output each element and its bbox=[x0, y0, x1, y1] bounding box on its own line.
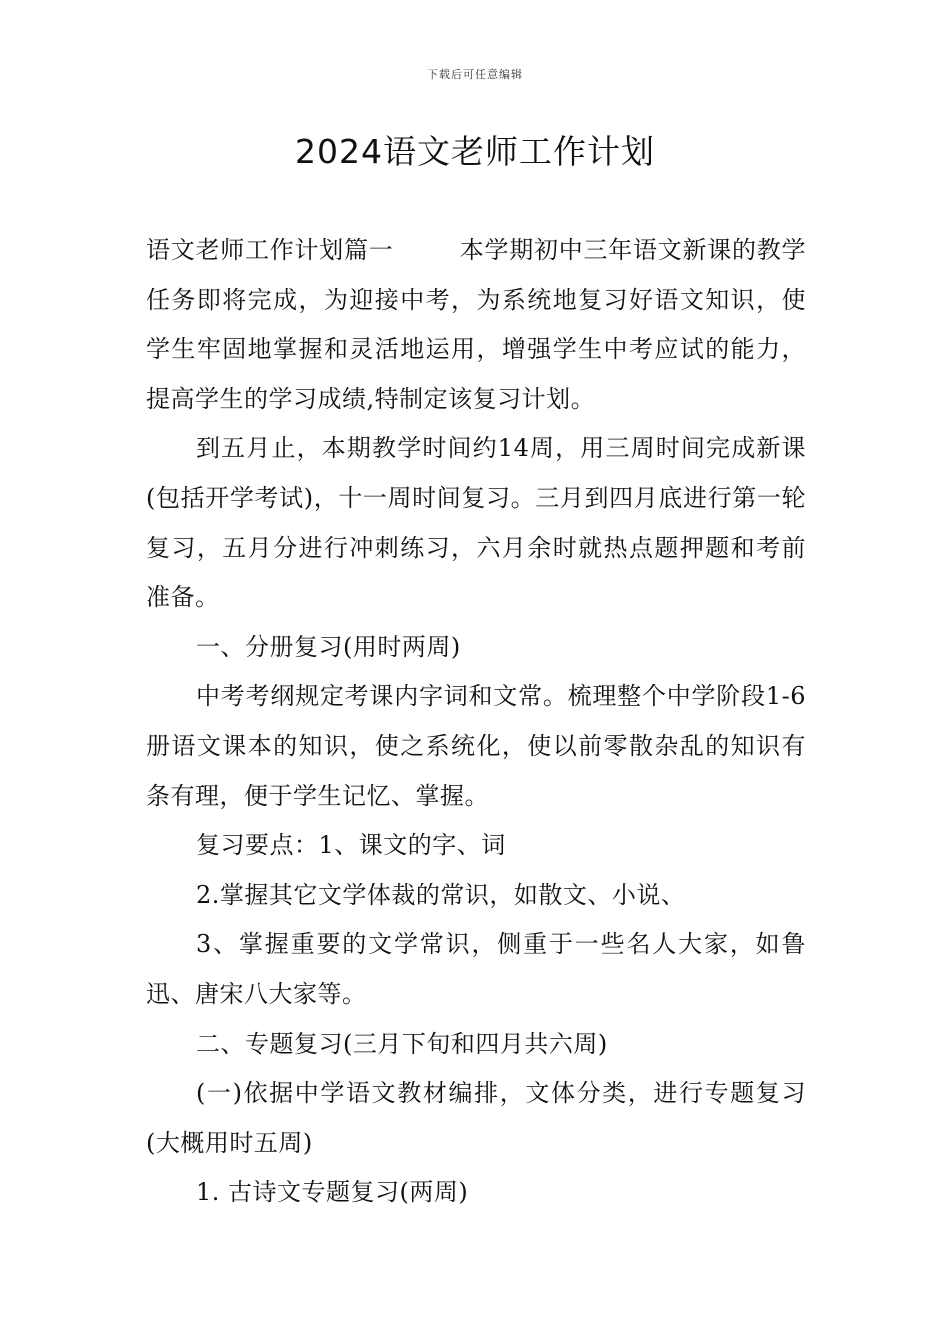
document-body bbox=[146, 226, 806, 1218]
review-point-3: 3、掌握重要的文学常识，侧重于一些名人大家，如鲁迅、唐宋八大家等。 bbox=[146, 930, 806, 1008]
intro-paragraph bbox=[146, 226, 806, 424]
header-note: 下载后可任意编辑 bbox=[427, 68, 523, 81]
review-point-2: 2.掌握其它文学体裁的常识，如散文、小说、 bbox=[196, 880, 686, 909]
review-point-1: 复习要点：1、课文的字、词 bbox=[196, 831, 506, 860]
intro-text: 本学期初中三年语文新课的教学任务即将完成，为迎接中考，为系统地复习好语文知识，使学生牢固地掌握和灵活地运用，增强学生中考应试的能力，提高学生的学习成绩,特制定该复习计划。 bbox=[146, 236, 806, 413]
heading-topic-review: 二、专题复习(三月下旬和四月共六周) bbox=[196, 1029, 608, 1058]
paragraph-exam-outline: 中考考纲规定考课内字词和文常。梳理整个中学阶段1-6册语文课本的知识，使之系统化，使以前零散杂乱的知识有条有理，便于学生记忆、掌握。 bbox=[146, 682, 806, 810]
document-title: 2024语文老师工作计划 bbox=[295, 132, 655, 171]
paragraph-topic-review: (一)依据中学语文教材编排，文体分类，进行专题复习(大概用时五周) bbox=[146, 1079, 806, 1157]
paragraph-schedule: 到五月止，本期教学时间约14周，用三周时间完成新课(包括开学考试)，十一周时间复习。三月到四月底进行第一轮复习，五月分进行冲刺练习，六月余时就热点题押题和考前准备。 bbox=[146, 434, 806, 612]
heading-volume-review: 一、分册复习(用时两周) bbox=[196, 632, 461, 661]
subheading-classical-poetry: 1. 古诗文专题复习(两周) bbox=[196, 1178, 469, 1207]
section-label: 语文老师工作计划篇一 bbox=[146, 236, 394, 264]
